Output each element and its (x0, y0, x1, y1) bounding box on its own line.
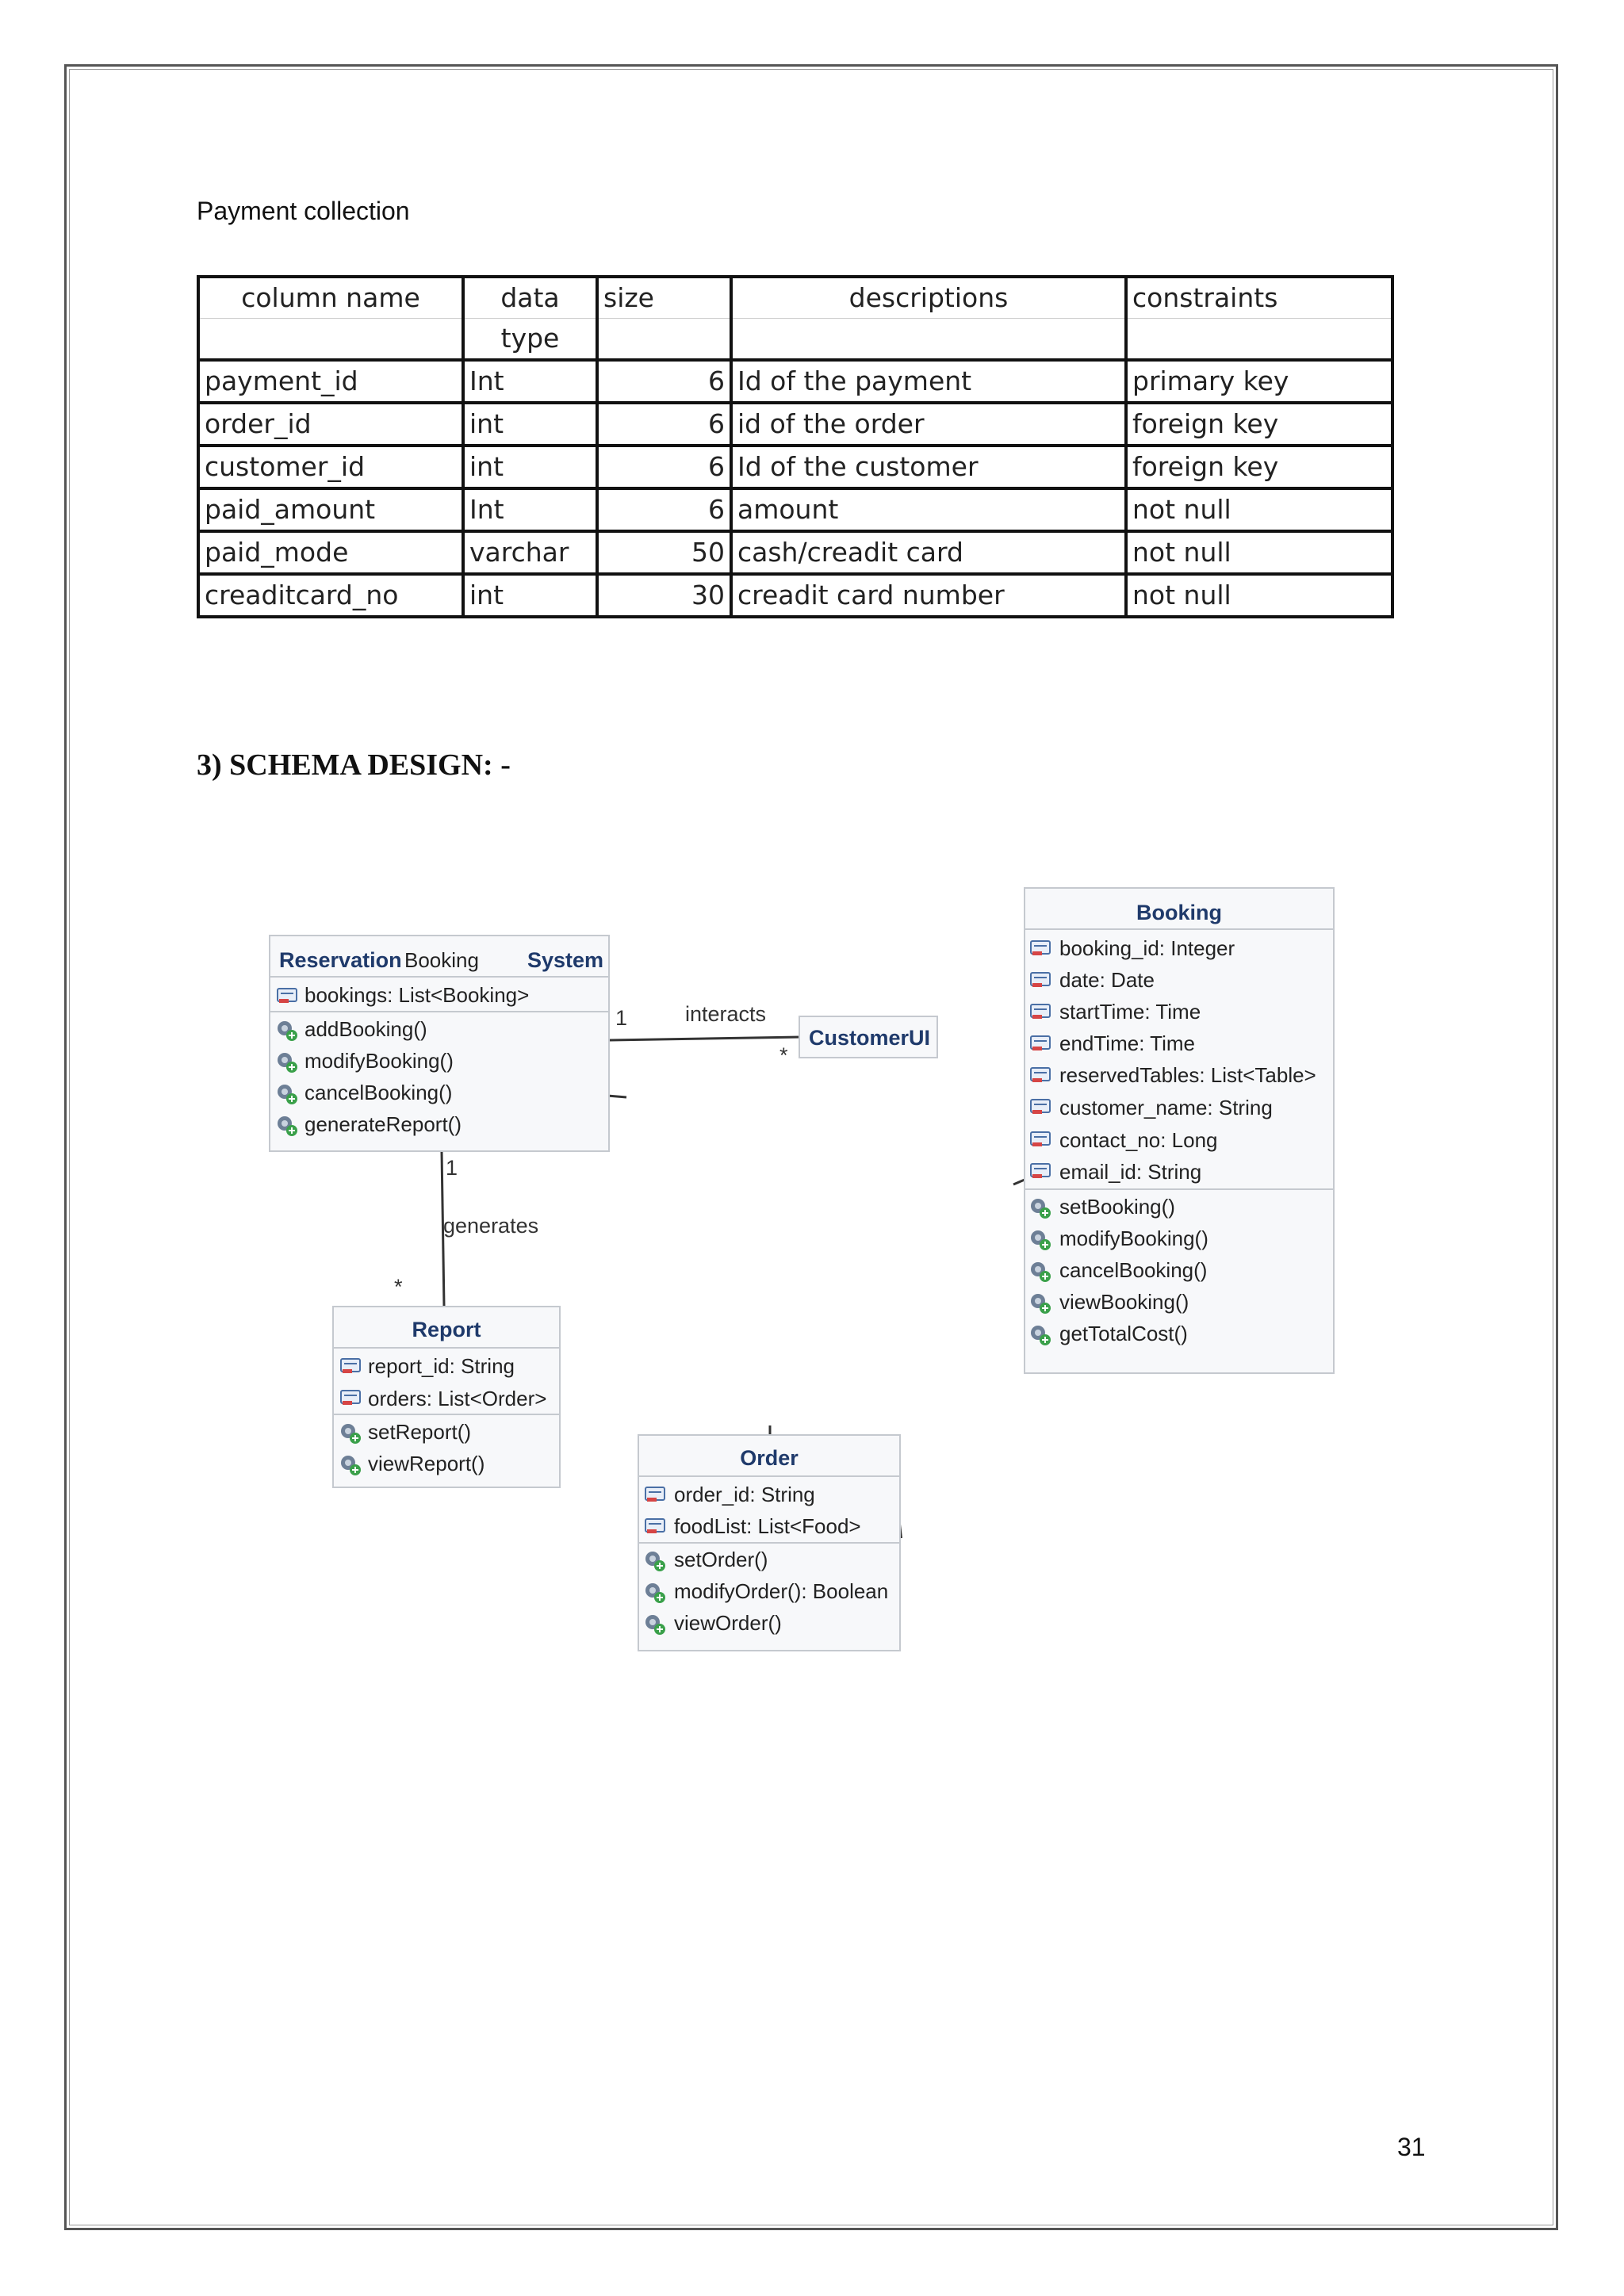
attribute-icon (1031, 973, 1050, 987)
attribute-email-id: email_id: String (1059, 1160, 1202, 1184)
cell-size: 6 (597, 446, 731, 488)
class-order (638, 1435, 900, 1651)
attribute-icon (645, 1487, 665, 1502)
multiplicity-many: * (779, 1043, 788, 1067)
cell-constraint: not null (1126, 574, 1392, 617)
attribute-icon (1031, 1132, 1050, 1146)
class-reservation-booking-system (270, 936, 609, 1151)
cell-data-type: varchar (463, 531, 597, 574)
attribute-icon (341, 1391, 360, 1405)
cell-description: Id of the customer (731, 446, 1126, 488)
attribute-reserved-tables: reservedTables: List<Table> (1059, 1063, 1316, 1087)
attribute-start-time: startTime: Time (1059, 1000, 1201, 1024)
schema-design-heading: 3) SCHEMA DESIGN: - (197, 748, 511, 782)
method-modify-booking: modifyBooking() (1059, 1226, 1208, 1250)
header-size: size (597, 277, 731, 319)
cell-size: 6 (597, 360, 731, 403)
header-column-name: column name (198, 277, 463, 319)
attribute-report-id: report_id: String (368, 1354, 515, 1378)
attribute-order-id: order_id: String (674, 1483, 815, 1506)
label-generates-multiplicity-many: * (394, 1275, 403, 1299)
cell-constraint: foreign key (1126, 403, 1392, 446)
multiplicity-one: 1 (615, 1006, 628, 1030)
reservation-connector-stub (607, 1096, 626, 1097)
attribute-icon (1031, 1100, 1050, 1114)
cell-column-name: customer_id (198, 446, 463, 488)
method-modify-order: modifyOrder(): Boolean (674, 1579, 889, 1603)
cell-constraint: foreign key (1126, 446, 1392, 488)
cell-column-name: creaditcard_no (198, 574, 463, 617)
header-descriptions: descriptions (731, 277, 1126, 319)
cell-size: 30 (597, 574, 731, 617)
attribute-icon (278, 989, 297, 1003)
cell-data-type: int (463, 403, 597, 446)
method-view-order: viewOrder() (674, 1611, 782, 1635)
attribute-icon (1031, 941, 1050, 955)
label-interacts: interacts (685, 1002, 767, 1026)
method-cancel-booking: cancelBooking() (304, 1081, 453, 1104)
class-name-booking-fragment: Booking (404, 948, 479, 972)
method-set-report: setReport() (368, 1420, 472, 1444)
method-set-booking: setBooking() (1059, 1195, 1175, 1219)
cell-description: Id of the payment (731, 360, 1126, 403)
cell-column-name: paid_amount (198, 488, 463, 531)
class-name-booking: Booking (1136, 901, 1222, 924)
cell-column-name: paid_mode (198, 531, 463, 574)
method-generate-report: generateReport() (304, 1112, 462, 1136)
attribute-icon (1031, 1068, 1050, 1082)
cell-size: 6 (597, 403, 731, 446)
header-data-type: data (463, 277, 597, 319)
class-report (333, 1307, 560, 1487)
class-name-report: Report (412, 1318, 481, 1341)
cell-description: amount (731, 488, 1126, 531)
class-name-order: Order (740, 1446, 799, 1470)
cell-description: cash/creadit card (731, 531, 1126, 574)
cell-constraint: primary key (1126, 360, 1392, 403)
cell-column-name: payment_id (198, 360, 463, 403)
attribute-customer-name: customer_name: String (1059, 1096, 1273, 1119)
cell-size: 50 (597, 531, 731, 574)
attribute-bookings: bookings: List<Booking> (304, 983, 530, 1007)
cell-constraint: not null (1126, 531, 1392, 574)
attribute-date: date: Date (1059, 968, 1155, 992)
class-customer-ui (799, 1016, 937, 1058)
attribute-icon (341, 1359, 360, 1373)
page-number: 31 (1397, 2133, 1426, 2161)
association-interacts (610, 1037, 801, 1040)
cell-column-name: order_id (198, 403, 463, 446)
attribute-food-list: foodList: List<Food> (674, 1514, 861, 1538)
attribute-icon (1031, 1036, 1050, 1050)
attribute-icon (1031, 1164, 1050, 1178)
booking-connector-stub (1013, 1180, 1025, 1184)
section-title: Payment collection (197, 197, 410, 225)
class-name-customer-ui: CustomerUI (809, 1026, 931, 1050)
class-name-reservation: Reservation (279, 948, 402, 972)
cell-description: creadit card number (731, 574, 1126, 617)
method-cancel-booking: cancelBooking() (1059, 1258, 1208, 1282)
cell-description: id of the order (731, 403, 1126, 446)
attribute-orders: orders: List<Order> (368, 1387, 547, 1410)
method-add-booking: addBooking() (304, 1017, 427, 1041)
attribute-booking-id: booking_id: Integer (1059, 936, 1235, 960)
label-generates: generates (443, 1214, 539, 1238)
class-booking (1025, 888, 1334, 1373)
cell-data-type: Int (463, 360, 597, 403)
method-modify-booking: modifyBooking() (304, 1049, 454, 1073)
cell-constraint: not null (1126, 488, 1392, 531)
class-name-system: System (527, 948, 604, 972)
cell-data-type: int (463, 574, 597, 617)
method-set-order: setOrder() (674, 1548, 768, 1571)
header-constraints: constraints (1126, 277, 1392, 319)
attribute-icon (645, 1519, 665, 1533)
attribute-icon (1031, 1004, 1050, 1019)
cell-data-type: int (463, 446, 597, 488)
cell-data-type: Int (463, 488, 597, 531)
method-view-booking: viewBooking() (1059, 1290, 1189, 1314)
attribute-end-time: endTime: Time (1059, 1031, 1195, 1055)
cell-size: 6 (597, 488, 731, 531)
attribute-contact-no: contact_no: Long (1059, 1128, 1218, 1152)
label-generates-multiplicity-one: 1 (446, 1156, 458, 1180)
header-data-type-continued: type (463, 319, 597, 361)
method-view-report: viewReport() (368, 1452, 485, 1475)
method-get-total-cost: getTotalCost() (1059, 1322, 1188, 1345)
